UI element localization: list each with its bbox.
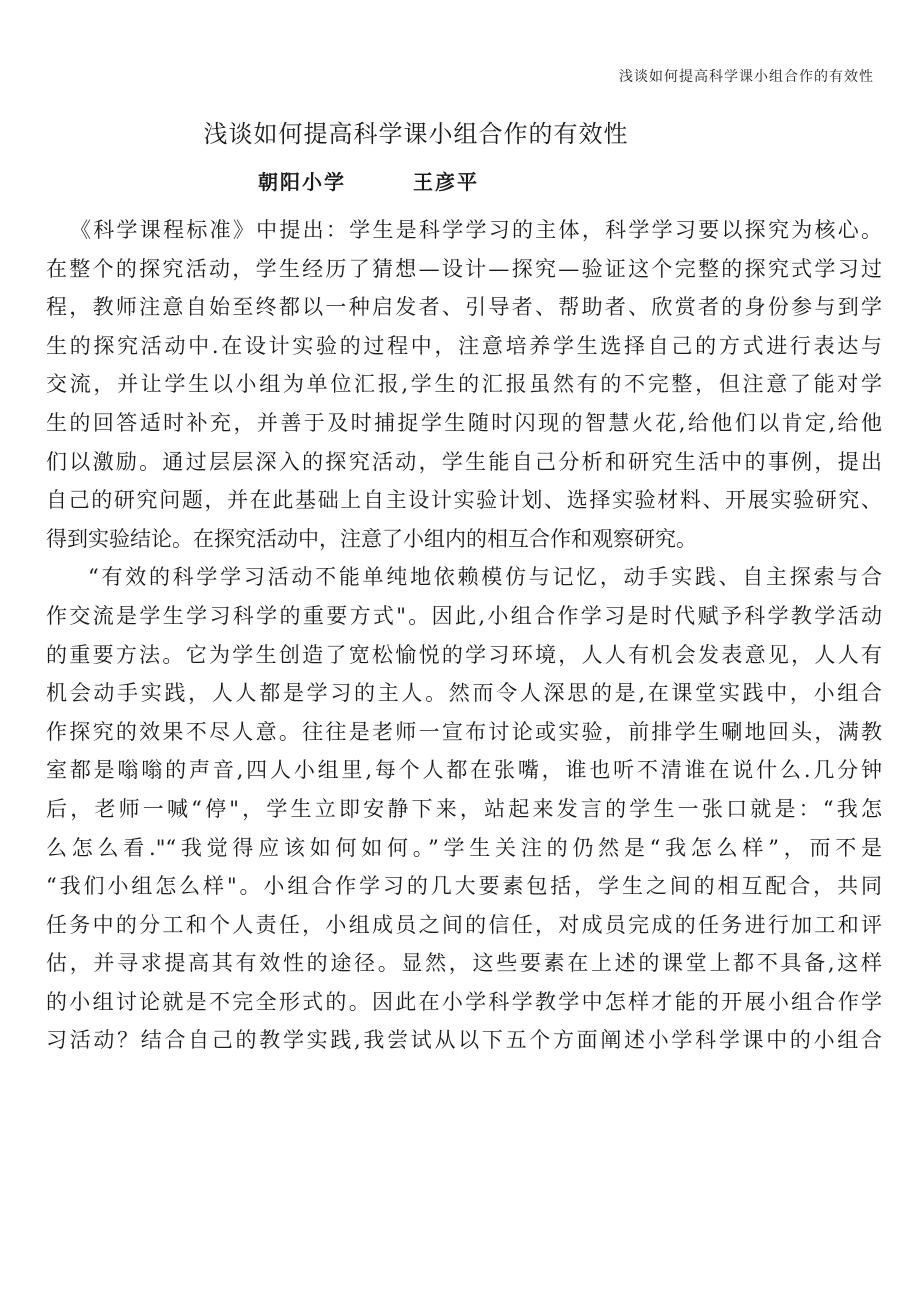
paragraph-2-line: “我们小组怎么样"。小组合作学习的几大要素包括，学生之间的相互配合，共同: [46, 874, 882, 899]
paragraph-1-line: 自己的研究问题，并在此基础上自主设计实验计划、选择实验材料、开展实验研究、: [46, 488, 882, 513]
author-school: 朝阳小学: [258, 170, 346, 194]
paragraph-2-line: 估，并寻求提高其有效性的途径。显然，这些要素在上述的课堂上都不具备,这样: [46, 951, 882, 976]
paragraph-1-line: 《科学课程标准》中提出：学生是科学学习的主体，科学学习要以探究为核心。: [70, 218, 882, 242]
paragraph-1-line: 们以激励。通过层层深入的探究活动，学生能自己分析和研究生活中的事例，提出: [46, 449, 882, 474]
paragraph-2-line: 机会动手实践，人人都是学习的主人。然而令人深思的是,在课堂实践中，小组合: [46, 681, 882, 706]
paragraph-2-line: 的小组讨论就是不完全形式的。因此在小学科学教学中怎样才能的开展小组合作学: [46, 989, 882, 1014]
paragraph-2-line: 后，老师一喊“停"，学生立即安静下来，站起来发言的学生一张口就是：“我怎: [46, 796, 882, 821]
paragraph-2-line: 么怎么看."“我觉得应该如何如何。”学生关注的仍然是“我怎么样”，而不是: [46, 835, 882, 860]
paragraph-2-line: 任务中的分工和个人责任，小组成员之间的信任，对成员完成的任务进行加工和评: [46, 912, 882, 937]
paragraph-2-line: 室都是嗡嗡的声音,四人小组里,每个人都在张嘴，谁也听不清谁在说什么.几分钟: [46, 758, 882, 783]
paragraph-2-line: “有效的科学学习活动不能单纯地依赖模仿与记忆，动手实践、自主探索与合: [88, 565, 882, 590]
paragraph-2-line: 作探究的效果不尽人意。往往是老师一宣布讨论或实验，前排学生唰地回头，满教: [46, 719, 882, 744]
paragraph-2-line: 的重要方法。它为学生创造了宽松愉悦的学习环境，人人有机会发表意见，人人有: [46, 642, 882, 667]
author-line: [258, 166, 479, 195]
page-title: 浅谈如何提高科学课小组合作的有效性: [203, 120, 629, 148]
paragraph-1-line: 得到实验结论。在探究活动中，注意了小组内的相互合作和观察研究。: [46, 526, 697, 551]
paragraph-1-line: 程，教师注意自始至终都以一种启发者、引导者、帮助者、欣赏者的身份参与到学: [46, 295, 882, 320]
paragraph-1-line: 生的探究活动中.在设计实验的过程中，注意培养学生选择自己的方式进行表达与: [46, 333, 882, 358]
paragraph-1-line: 生的回答适时补充，并善于及时捕捉学生随时闪现的智慧火花,给他们以肯定,给他: [46, 410, 882, 435]
running-header: 浅谈如何提高科学课小组合作的有效性: [619, 69, 874, 85]
paragraph-1-line: 在整个的探究活动，学生经历了猜想—设计—探究—验证这个完整的探究式学习过: [46, 256, 882, 281]
author-name: 王彦平: [412, 170, 479, 194]
paragraph-2-line: 习活动？结合自己的教学实践,我尝试从以下五个方面阐述小学科学课中的小组合: [46, 1028, 882, 1053]
paragraph-2-line: 作交流是学生学习科学的重要方式"。因此,小组合作学习是时代赋予科学教学活动: [46, 603, 882, 628]
paragraph-1-line: 交流，并让学生以小组为单位汇报,学生的汇报虽然有的不完整，但注意了能对学: [46, 372, 882, 397]
body-text: [46, 211, 882, 1060]
